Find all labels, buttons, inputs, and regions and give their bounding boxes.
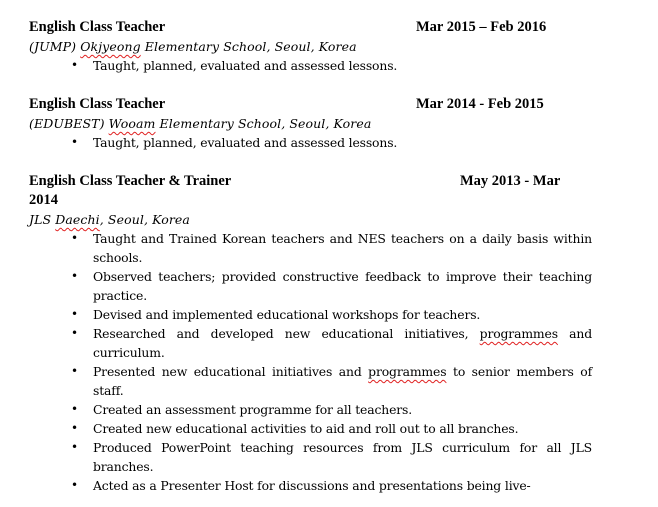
org-text-misspelled: Daechi (55, 212, 100, 227)
bullet-icon: • (71, 478, 78, 492)
org-text-misspelled: Okjyeong (80, 39, 141, 54)
job-duties-list (29, 133, 592, 152)
job-entry (29, 172, 592, 495)
job-title: English Class Teacher (29, 19, 166, 35)
duty-item (29, 267, 592, 305)
job-header (29, 18, 592, 37)
bullet-icon: • (71, 58, 78, 72)
resume-document (29, 0, 592, 495)
org-text: JLS (29, 212, 56, 227)
job-title: English Class Teacher & Trainer (29, 173, 232, 189)
duty-text: Taught, planned, evaluated and assessed lessons. (93, 135, 398, 150)
job-header (29, 95, 592, 114)
job-organization (29, 210, 592, 229)
job-dates: May 2013 - Mar (460, 173, 561, 189)
duty-text: Researched and developed new educational initiatives, programmes and curriculum. (93, 326, 592, 360)
job-entry (29, 95, 592, 152)
duty-text: Devised and implemented educational workshops for teachers. (93, 307, 481, 322)
job-dates: Mar 2015 – Feb 2016 (416, 19, 547, 35)
misspelled-word: programmes (368, 364, 447, 379)
job-duties-list (29, 56, 592, 75)
job-dates: Mar 2014 - Feb 2015 (416, 96, 544, 112)
org-text: Elementary School, Seoul, Korea (155, 116, 372, 131)
duty-item (29, 362, 592, 400)
bullet-icon: • (71, 307, 78, 321)
duty-text: Produced PowerPoint teaching resources from JLS curriculum for all JLS branches. (93, 440, 592, 474)
job-header (29, 172, 592, 191)
duty-text: Taught, planned, evaluated and assessed lessons. (93, 58, 398, 73)
duty-item (29, 56, 592, 75)
duty-item (29, 419, 592, 438)
duty-item (29, 229, 592, 267)
duty-text: Presented new educational initiatives and programmes to senior members of staff. (93, 364, 593, 398)
duty-item (29, 305, 592, 324)
bullet-icon: • (71, 402, 78, 416)
org-text: Elementary School, Seoul, Korea (140, 39, 357, 54)
org-text: (JUMP) (29, 39, 81, 54)
duty-item (29, 324, 592, 362)
org-text: , Seoul, Korea (99, 212, 190, 227)
bullet-icon: • (71, 440, 78, 454)
bullet-icon: • (71, 364, 78, 378)
bullet-icon: • (71, 135, 78, 149)
duty-text: Created an assessment programme for all teachers. (93, 402, 413, 417)
job-organization (29, 37, 592, 56)
job-duties-list (29, 229, 592, 495)
bullet-icon: • (71, 269, 78, 283)
bullet-icon: • (71, 231, 78, 245)
job-organization (29, 114, 592, 133)
duty-item (29, 476, 592, 495)
job-dates-overflow: 2014 (29, 192, 58, 208)
misspelled-word: programmes (479, 326, 558, 341)
duty-text: Created new educational activities to aid and roll out to all branches. (93, 421, 519, 436)
spacer (29, 75, 592, 95)
org-text-misspelled: Wooam (108, 116, 156, 131)
duty-text: Observed teachers; provided constructive feedback to improve their teaching practice. (93, 269, 592, 303)
job-entry (29, 18, 592, 75)
org-text: (EDUBEST) (29, 116, 109, 131)
duty-text: Taught and Trained Korean teachers and NES teachers on a daily basis within schools. (93, 231, 592, 265)
bullet-icon: • (71, 326, 78, 340)
duty-item (29, 438, 592, 476)
spacer (29, 152, 592, 172)
duty-item (29, 400, 592, 419)
duty-text: Acted as a Presenter Host for discussions and presentations being live- (93, 478, 531, 493)
job-title: English Class Teacher (29, 96, 166, 112)
duty-item (29, 133, 592, 152)
bullet-icon: • (71, 421, 78, 435)
